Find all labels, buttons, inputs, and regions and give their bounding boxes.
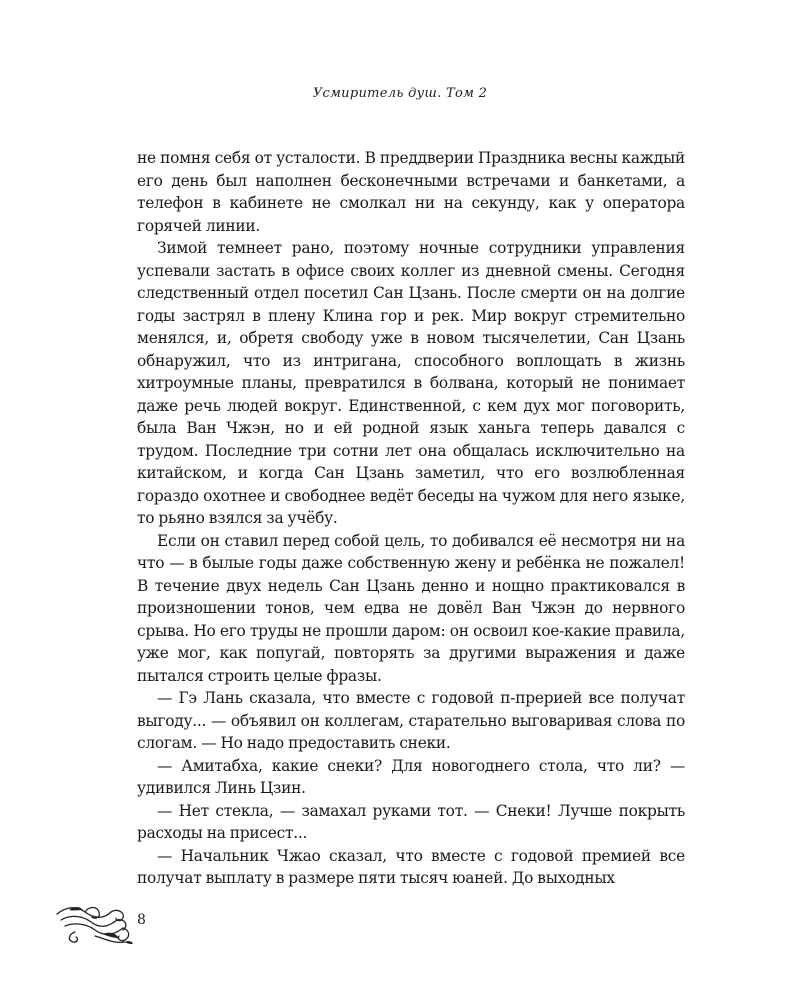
- running-header: Усмиритель душ. Том 2: [312, 86, 488, 101]
- paragraph: Зимой темнеет рано, поэтому ночные сотрудники управления успевали застать в офисе своих коллег из дневной смены. Сегодня следственный отдел посетил Сан Цзань. После смерти он на долгие годы застрял в плену Клина гор и рек. Мир вокруг стремительно менялся, и, обретя свободу уже в новом тысячелетии, Сан Цзань обнаружил, что из интригана, способного воплощать в жизнь хитроумные планы, превратился в болвана, который не понимает даже речь людей вокруг. Единственной, с кем дух мог поговорить, была Ван Чжэн, но и ей родной язык ханьга теперь давался с трудом. Последние три сотни лет она общалась исключительно на китайском, и когда Сан Цзань заметил, что его возлюбленная гораздо охотнее и свободнее ведёт беседы на чужом для него языке, то рьяно взялся за учёбу.: [137, 239, 685, 527]
- dialogue-line: — Нет стекла, — замахал руками тот. — Снеки! Лучше покрыть расходы на присест...: [137, 801, 685, 842]
- page-number: 8: [137, 912, 146, 928]
- dialogue-line: — Амитабха, какие снеки? Для новогоднего стола, что ли? — удивился Линь Цзин.: [137, 756, 685, 797]
- paragraph-continuation: не помня себя от усталости. В преддверии Праздника весны каждый его день был наполнен бесконечными встречами и банкетами, а телефон в кабинете не смолкал ни на секунду, как у оператора горячей линии.: [137, 149, 685, 235]
- dialogue-line: — Гэ Лань сказала, что вместе с годовой п-прерией все получат выгоду... — объявил он коллегам, старательно выговаривая слова по слогам. — Но надо предоставить снеки.: [137, 689, 685, 752]
- body-text: [137, 147, 685, 890]
- dialogue-line: — Начальник Чжао сказал, что вместе с годовой премией все получат выплату в размере пяти тысяч юаней. До выходных: [137, 846, 685, 887]
- paragraph: Если он ставил перед собой цель, то добивался её несмотря ни на что — в былые годы даже собственную жену и ребёнка не пожалел! В течение двух недель Сан Цзань денно и нощно практиковался в произношении тонов, чем едва не довёл Ван Чжэн до нервного срыва. Но его труды не прошли даром: он освоил кое-какие правила, уже мог, как попугай, повторять за другими выражения и даже пытался строить целые фразы.: [137, 531, 685, 685]
